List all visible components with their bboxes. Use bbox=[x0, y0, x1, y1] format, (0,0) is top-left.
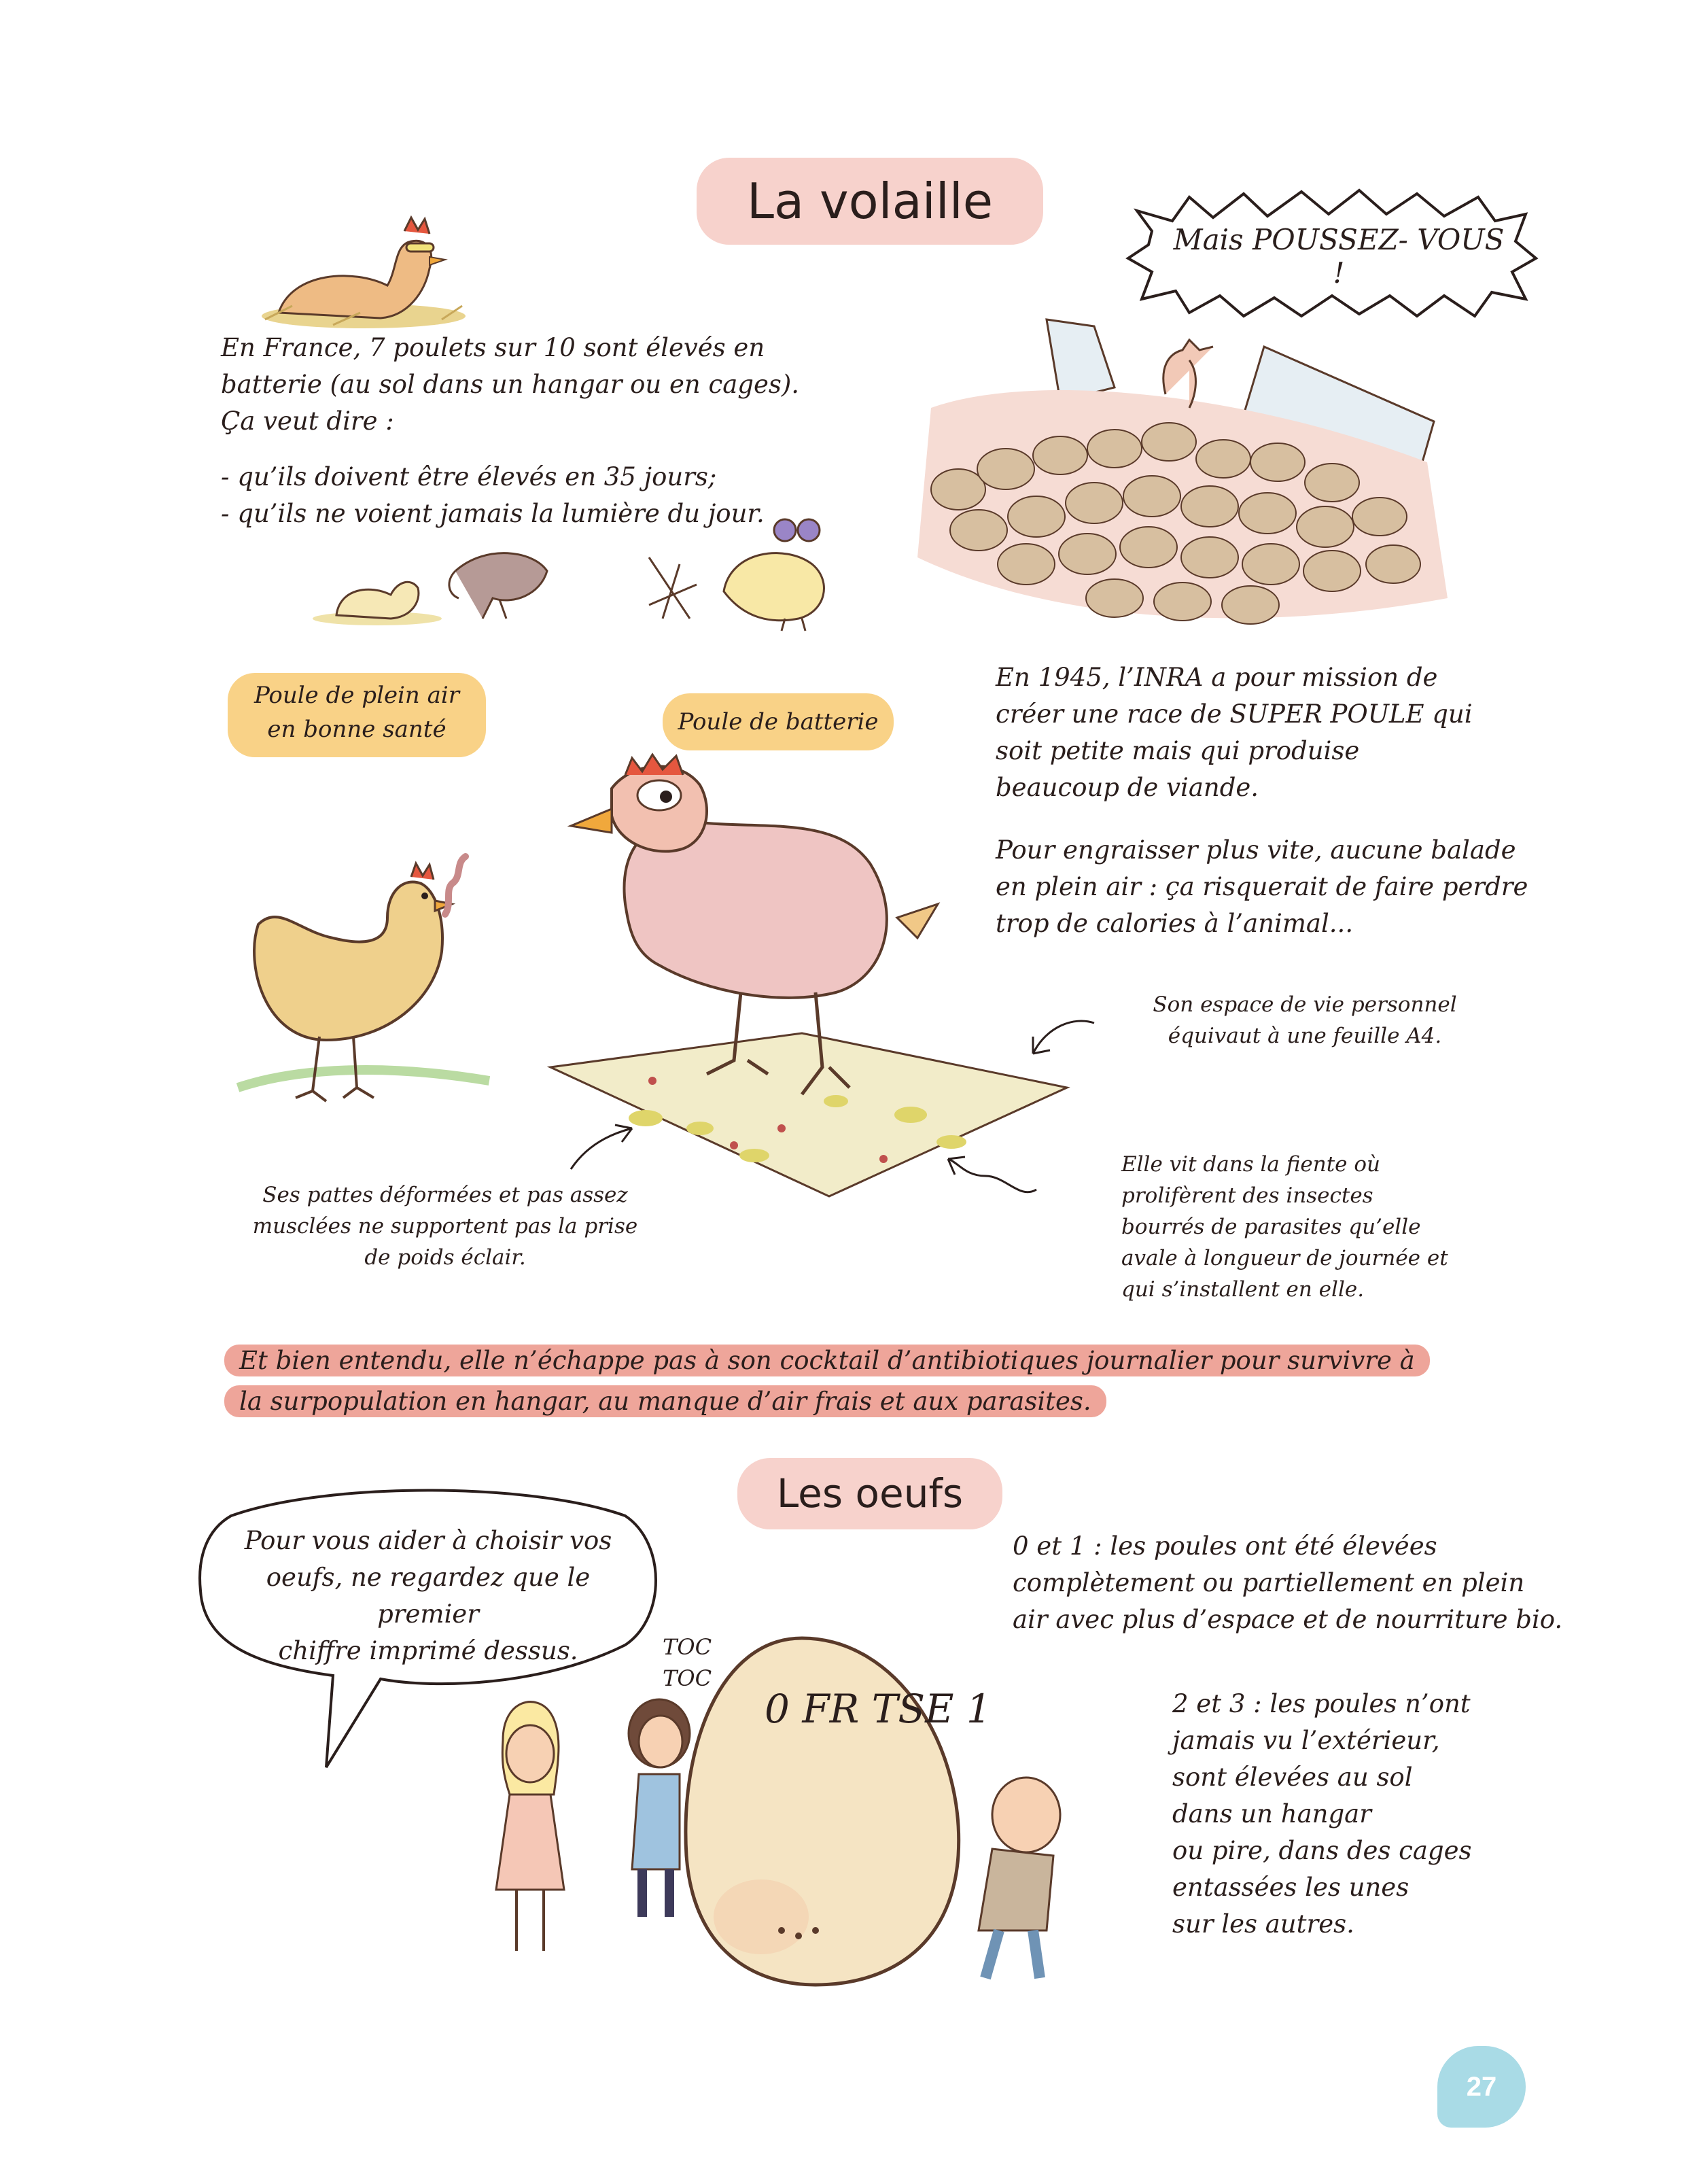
label-free-range-hen bbox=[228, 673, 486, 757]
annotation-line: Son espace de vie personnel bbox=[1153, 992, 1457, 1017]
knock-line: TOC bbox=[663, 1665, 712, 1691]
section-title-oeufs bbox=[737, 1458, 1002, 1529]
speech-line: chiffre imprimé dessus. bbox=[278, 1636, 578, 1665]
highlight-line: Et bien entendu, elle n’échappe pas à son cocktail d’antibiotiques journalier pour survivre à bbox=[224, 1345, 1430, 1376]
codes-line: air avec plus d’espace et de nourriture bio. bbox=[1013, 1605, 1563, 1634]
annotation-line: bourrés de parasites qu’elle bbox=[1121, 1215, 1421, 1239]
inra-line: en plein air : ça risquerait de faire perdre bbox=[996, 872, 1528, 901]
annotation-line: prolifèrent des insectes bbox=[1121, 1183, 1373, 1208]
label-line: en bonne santé bbox=[267, 716, 446, 743]
codes-line: complètement ou partiellement en plein bbox=[1013, 1568, 1525, 1597]
codes-line: sur les autres. bbox=[1172, 1909, 1354, 1939]
arrow-to-sheet-icon bbox=[1019, 1013, 1101, 1067]
label-text: Poule de batterie bbox=[678, 708, 879, 735]
antibiotics-highlight bbox=[224, 1342, 1516, 1420]
crowded-hangar-illustration bbox=[890, 313, 1502, 632]
codes-line: jamais vu l’extérieur, bbox=[1172, 1726, 1440, 1755]
intro-line: En France, 7 poulets sur 10 sont élevés en bbox=[221, 333, 765, 362]
annotation-legs bbox=[248, 1179, 642, 1273]
inra-line: créer une race de SUPER POULE qui bbox=[996, 699, 1473, 729]
inra-line: soit petite mais qui produise bbox=[996, 736, 1360, 765]
knock-line: TOC bbox=[663, 1634, 712, 1660]
egg-code: 0 FR TSE 1 bbox=[765, 1686, 992, 1732]
speech-line: Pour vous aider à choisir vos bbox=[244, 1526, 612, 1555]
intro-paragraph bbox=[221, 330, 833, 440]
label-line: Poule de plein air bbox=[253, 682, 460, 709]
highlight-line: la surpopulation en hangar, au manque d’air frais et aux parasites. bbox=[224, 1385, 1106, 1417]
codes-line: ou pire, dans des cages bbox=[1172, 1836, 1472, 1865]
nesting-hen-illustration bbox=[251, 204, 476, 333]
section-title-text: La volaille bbox=[746, 173, 994, 230]
arrow-to-legs-icon bbox=[564, 1115, 646, 1176]
healthy-hen-illustration bbox=[217, 836, 516, 1122]
arrow-to-droppings-icon bbox=[938, 1149, 1040, 1203]
section-title-text: Les oeufs bbox=[776, 1470, 964, 1516]
page-number: 27 bbox=[1466, 2072, 1497, 2102]
annotation-line: de poids éclair. bbox=[364, 1245, 526, 1270]
annotation-line: musclées ne supportent pas la prise bbox=[252, 1214, 638, 1238]
inra-line: trop de calories à l’animal... bbox=[996, 909, 1354, 938]
codes-2-3-text bbox=[1172, 1686, 1580, 1943]
annotation-line: Elle vit dans la fiente où bbox=[1121, 1152, 1380, 1177]
codes-line: 2 et 3 : les poules n’ont bbox=[1172, 1689, 1471, 1718]
inra-line: En 1945, l’INRA a pour mission de bbox=[996, 663, 1438, 692]
codes-line: dans un hangar bbox=[1172, 1799, 1371, 1828]
section-title-volaille bbox=[697, 158, 1043, 245]
intro-line: batterie (au sol dans un hangar ou en cages). bbox=[221, 370, 800, 399]
label-battery-hen bbox=[663, 693, 894, 750]
annotation-line: équivaut à une feuille A4. bbox=[1168, 1024, 1442, 1048]
codes-line: 0 et 1 : les poules ont été élevées bbox=[1013, 1531, 1437, 1561]
chicken-row-illustration bbox=[309, 517, 887, 632]
codes-0-1-text bbox=[1013, 1528, 1590, 1638]
egg-and-kids-illustration bbox=[462, 1597, 1101, 1998]
codes-line: sont élevées au sol bbox=[1172, 1763, 1413, 1792]
shout-text: Mais POUSSEZ- VOUS ! bbox=[1173, 223, 1505, 290]
bullet-item: - qu’ils doivent être élevés en 35 jours; bbox=[221, 462, 717, 491]
annotation-living-space bbox=[1128, 989, 1482, 1052]
intro-line: Ça veut dire : bbox=[221, 406, 394, 436]
codes-line: entassées les unes bbox=[1172, 1873, 1409, 1902]
speech-line: oeufs, ne regardez que le premier bbox=[266, 1563, 591, 1629]
bullet-item: - qu’ils ne voient jamais la lumière du jour. bbox=[221, 499, 765, 528]
inra-line: Pour engraisser plus vite, aucune balade bbox=[996, 835, 1516, 865]
annotation-droppings bbox=[1121, 1149, 1502, 1305]
page-number-badge bbox=[1437, 2046, 1526, 2128]
inra-line: beaucoup de viande. bbox=[996, 773, 1259, 802]
annotation-line: Ses pattes déformées et pas assez bbox=[262, 1183, 628, 1207]
annotation-line: qui s’installent en elle. bbox=[1121, 1277, 1365, 1302]
annotation-line: avale à longueur de journée et bbox=[1121, 1246, 1448, 1270]
